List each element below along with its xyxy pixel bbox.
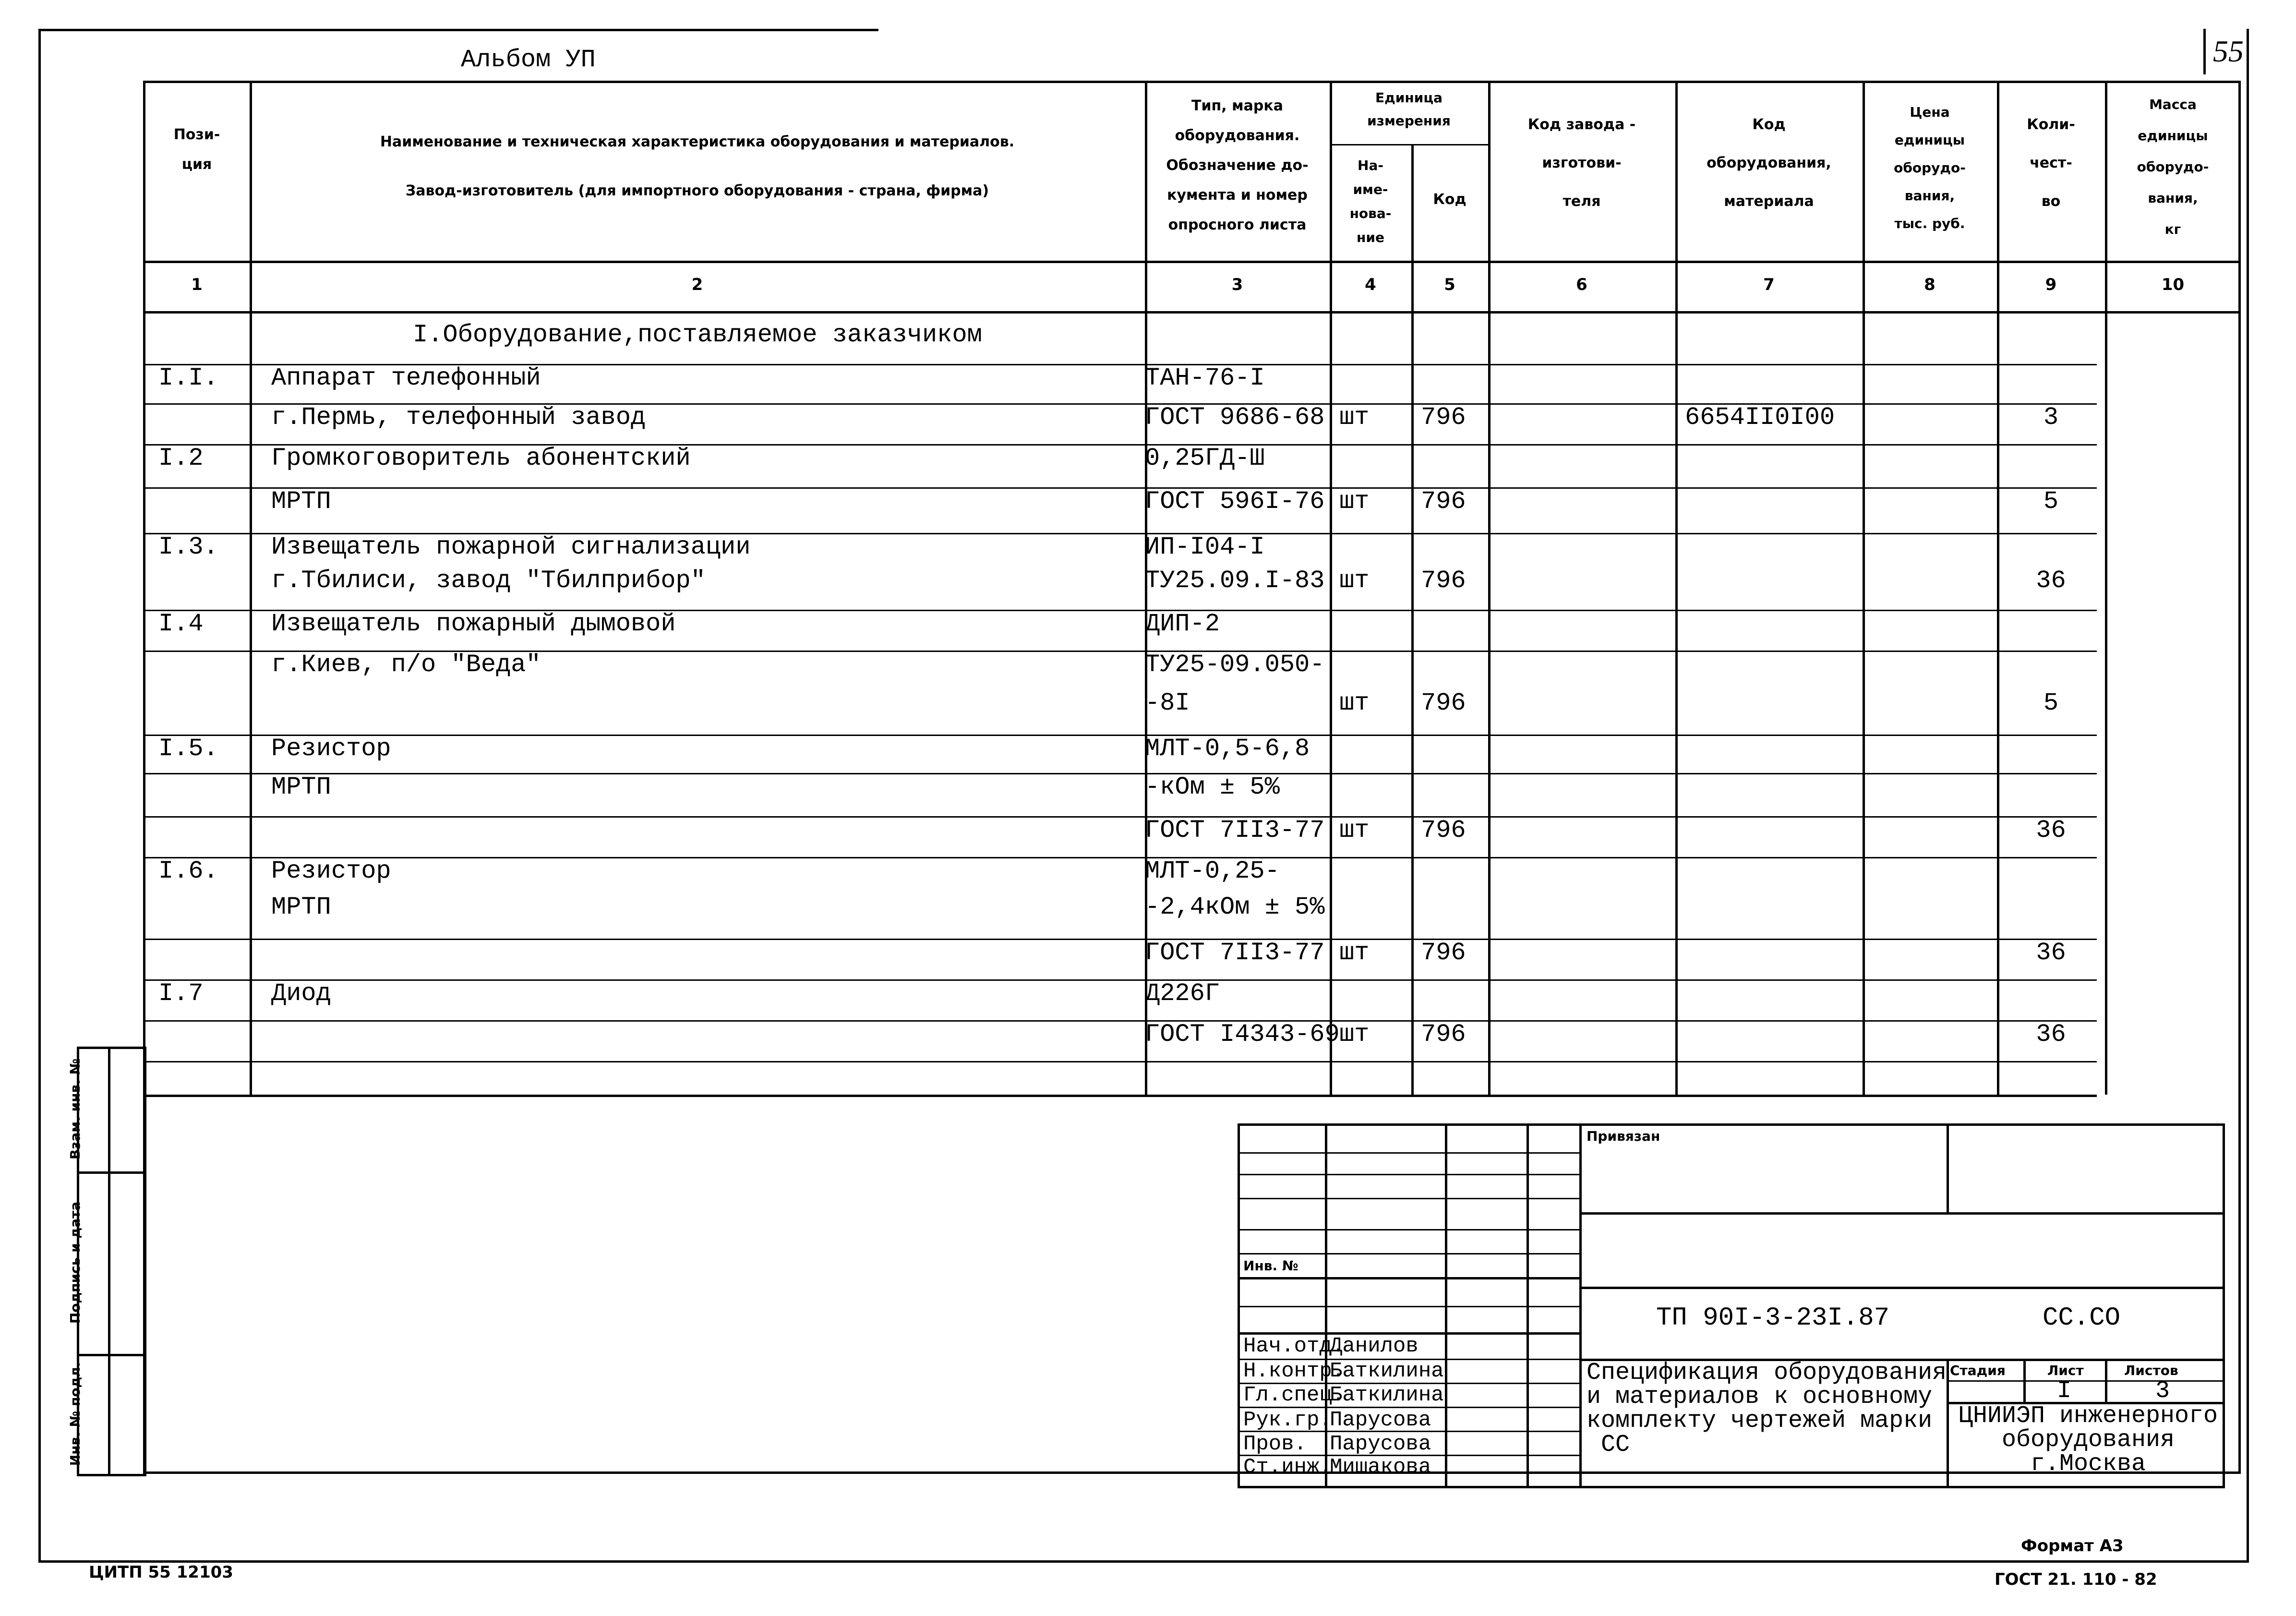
- col-number-2: 2: [691, 275, 703, 294]
- tb-row-9: [1238, 1306, 1579, 1307]
- row-quantity: 36: [2036, 816, 2066, 844]
- privyazan-label: Привязан: [1587, 1128, 1660, 1144]
- row-type: МЛТ-0,25-: [1145, 857, 1280, 885]
- row-type: ДИП-2: [1145, 610, 1220, 638]
- signature-name: Парусова: [1330, 1432, 1431, 1456]
- row-quantity: 36: [2036, 939, 2066, 967]
- row-position: I.7: [158, 979, 204, 1008]
- sheets-label: Листов: [2124, 1363, 2178, 1378]
- stage-label: Стадия: [1950, 1363, 2006, 1378]
- row-name: Резистор: [271, 857, 391, 885]
- row-unit-code: 796: [1421, 403, 1466, 432]
- row-type: -8I: [1145, 689, 1190, 717]
- signature-role: Ст.инж.: [1243, 1455, 1332, 1479]
- header-price: Цена единицы оборудо- вания, тыс. руб.: [1894, 104, 1966, 231]
- header-equipment-code: Код оборудования, материала: [1707, 116, 1831, 210]
- row-type: МЛТ-0,5-6,8: [1145, 735, 1310, 763]
- tb-row-5: [1238, 1229, 1579, 1230]
- tb-row-3: [1238, 1198, 1579, 1199]
- side-stamp-divider: [108, 1047, 110, 1476]
- row-unit-code: 796: [1421, 939, 1466, 967]
- row-divider: [143, 773, 2097, 774]
- col-number-10: 10: [2161, 275, 2185, 294]
- tb-row-2: [1238, 1174, 1579, 1175]
- row-position: I.2: [158, 444, 204, 472]
- left-border-line: [38, 29, 41, 1560]
- tb-row-6: [1238, 1253, 1579, 1254]
- header-type: Тип, марка оборудования. Обозначение до- кумента и номер опросного листа: [1166, 97, 1309, 233]
- row-divider: [143, 857, 2097, 858]
- tb-inv-label: Инв. №: [1243, 1258, 1298, 1274]
- tb-row-1: [1238, 1152, 1579, 1154]
- row-quantity: 3: [2043, 403, 2059, 432]
- header-mass: Масса единицы оборудо- вания, кг: [2137, 96, 2209, 237]
- row-divider: [143, 487, 2097, 489]
- header-name: Наименование и техническая характеристика оборудования и материалов. Завод-изготовитель (для импортного оборудования - страна, фирма): [380, 133, 1015, 199]
- bottom-border-line: [38, 1560, 2247, 1563]
- row-name: г.Тбилиси, завод "Тбилприбор": [271, 567, 706, 595]
- row-divider: [143, 735, 2097, 736]
- header-quantity: Коли- чест- во: [2027, 116, 2075, 210]
- row-type: Д226Г: [1145, 979, 1220, 1008]
- tb-col-line-4: [1579, 1123, 1582, 1488]
- signature-name: Мишакова: [1330, 1455, 1431, 1479]
- right-border-line: [2247, 29, 2249, 1563]
- row-unit-name: шт: [1339, 689, 1370, 717]
- col-number-5: 5: [1444, 275, 1455, 294]
- row-name: Извещатель пожарной сигнализации: [271, 533, 751, 561]
- row-name: Аппарат телефонный: [271, 364, 541, 392]
- row-name: Резистор: [271, 735, 391, 763]
- tb-stage-row: [1947, 1380, 2225, 1382]
- signature-name: Данилов: [1330, 1334, 1418, 1358]
- signature-name: Баткилина: [1330, 1383, 1444, 1407]
- unit-group-line: [1330, 144, 1488, 145]
- header-bottom-line: [143, 261, 2241, 263]
- col-number-1: 1: [191, 275, 203, 294]
- album-label: Альбом УП: [461, 46, 596, 74]
- col-line-6: [1675, 81, 1678, 1095]
- col-number-8: 8: [1924, 275, 1935, 294]
- signature-name: Баткилина: [1330, 1359, 1444, 1383]
- sheet-label: Лист: [2047, 1363, 2084, 1378]
- header-unit-group: Единица измерения: [1367, 90, 1451, 129]
- signature-role: Пров.: [1243, 1432, 1307, 1456]
- signature-role: Рук.гр.: [1243, 1408, 1332, 1432]
- row-type: ГОСТ 9686-68: [1145, 403, 1325, 432]
- row-name: Извещатель пожарный дымовой: [271, 610, 676, 638]
- row-divider: [143, 816, 2097, 818]
- col-number-3: 3: [1231, 275, 1243, 294]
- row-unit-name: шт: [1339, 567, 1370, 595]
- row-type: ГОСТ 596I-76: [1145, 487, 1325, 516]
- side-stamp-line-2: [77, 1354, 146, 1356]
- tb-col-line-6: [1947, 1359, 1949, 1488]
- col-number-4: 4: [1365, 275, 1376, 294]
- doc-mark: СС.СО: [2043, 1303, 2121, 1333]
- row-unit-code: 796: [1421, 816, 1466, 844]
- sheet-value: I: [2057, 1377, 2072, 1405]
- row-name: I.Оборудование,поставляемое заказчиком: [413, 321, 982, 349]
- header-position: Пози- ция: [173, 126, 220, 173]
- doc-title: Спецификация оборудования и материалов к основному комплекту чертежей марки СС: [1587, 1359, 1947, 1459]
- signature-role: Гл.спец.: [1243, 1383, 1345, 1407]
- top-border-line: [38, 29, 878, 31]
- row-divider: [143, 939, 2097, 940]
- row-divider: [143, 979, 2097, 981]
- footer-format: Формат А3: [2021, 1536, 2124, 1556]
- row-quantity: 36: [2036, 1020, 2066, 1049]
- signature-name: Парусова: [1330, 1408, 1431, 1432]
- col-line-1: [250, 81, 252, 1095]
- row-unit-name: шт: [1339, 403, 1370, 432]
- row-type: 0,25ГД-Ш: [1145, 444, 1265, 472]
- row-name: МРТП: [271, 487, 331, 516]
- doc-code: ТП 90I-3-23I.87: [1656, 1303, 1890, 1333]
- organization: ЦНИИЭП инженерного оборудования г.Москва: [1958, 1402, 2218, 1478]
- row-position: I.6.: [158, 857, 218, 885]
- row-quantity: 5: [2043, 689, 2059, 717]
- row-unit-name: шт: [1339, 487, 1370, 516]
- row-unit-code: 796: [1421, 1020, 1466, 1049]
- row-equipment-code: 6654II0I00: [1685, 403, 1835, 432]
- header-unit-code: Код: [1433, 191, 1467, 208]
- number-row-bottom-line: [143, 311, 2241, 314]
- row-name: МРТП: [271, 773, 331, 801]
- page-number: 55: [2213, 34, 2244, 68]
- header-factory-code: Код завода - изготови- теля: [1527, 116, 1636, 210]
- row-name: г.Киев, п/о "Веда": [271, 651, 541, 679]
- header-unit-name: На- име- нова- ние: [1349, 157, 1392, 245]
- side-sign-date-label: Подпись и дата: [67, 1201, 83, 1324]
- table-body-bottom-line: [143, 1095, 2097, 1097]
- row-quantity: 5: [2043, 487, 2059, 516]
- row-type: ТУ25.09.I-83: [1145, 567, 1325, 595]
- row-unit-name: шт: [1339, 939, 1370, 967]
- col-line-5: [1488, 81, 1491, 1095]
- tb-row-7: [1579, 1287, 2225, 1289]
- col-number-9: 9: [2045, 275, 2057, 294]
- row-name: МРТП: [271, 893, 331, 921]
- row-unit-name: шт: [1339, 1020, 1370, 1049]
- col-number-7: 7: [1763, 275, 1775, 294]
- row-unit-code: 796: [1421, 487, 1466, 516]
- row-type: -кОм ± 5%: [1145, 773, 1280, 801]
- sheets-value: 3: [2155, 1377, 2170, 1405]
- row-type: ГОСТ I4343-69: [1145, 1020, 1340, 1049]
- row-position: I.5.: [158, 735, 218, 763]
- signature-role: Н.контр.: [1243, 1359, 1345, 1383]
- row-name: г.Пермь, телефонный завод: [271, 403, 646, 432]
- footer-left: ЦИТП 55 12103: [89, 1563, 233, 1582]
- row-type: ГОСТ 7II3-77: [1145, 816, 1325, 844]
- row-name: Громкоговоритель абонентский: [271, 444, 691, 472]
- side-replace-inv-label: Взам. инв. №: [67, 1058, 83, 1160]
- row-divider: [143, 1020, 2097, 1022]
- tb-row-4: [1579, 1212, 2225, 1215]
- side-inv-orig-label: Инв. № подл.: [67, 1362, 83, 1466]
- row-name: Диод: [271, 979, 331, 1008]
- row-position: I.4: [158, 610, 204, 638]
- footer-gost: ГОСТ 21. 110 - 82: [1995, 1570, 2157, 1589]
- row-type: ТАН-76-I: [1145, 364, 1265, 392]
- row-type: ТУ25-09.050-: [1145, 651, 1325, 679]
- signature-role: Нач.отд.: [1243, 1334, 1345, 1358]
- row-position: I.I.: [158, 364, 218, 392]
- col-number-6: 6: [1576, 275, 1587, 294]
- row-type: ИП-I04-I: [1145, 533, 1265, 561]
- row-unit-code: 796: [1421, 689, 1466, 717]
- side-stamp: [77, 1047, 146, 1476]
- row-unit-name: шт: [1339, 816, 1370, 844]
- row-quantity: 36: [2036, 567, 2066, 595]
- row-divider: [143, 1061, 2097, 1062]
- row-type: -2,4кОм ± 5%: [1145, 893, 1325, 921]
- row-type: ГОСТ 7II3-77: [1145, 939, 1325, 967]
- tb-col-line-5: [1947, 1123, 1949, 1212]
- page-number-divider: [2203, 29, 2206, 74]
- side-stamp-line-1: [77, 1171, 146, 1174]
- row-position: I.3.: [158, 533, 218, 561]
- row-unit-code: 796: [1421, 567, 1466, 595]
- tb-row-8: [1238, 1277, 1579, 1279]
